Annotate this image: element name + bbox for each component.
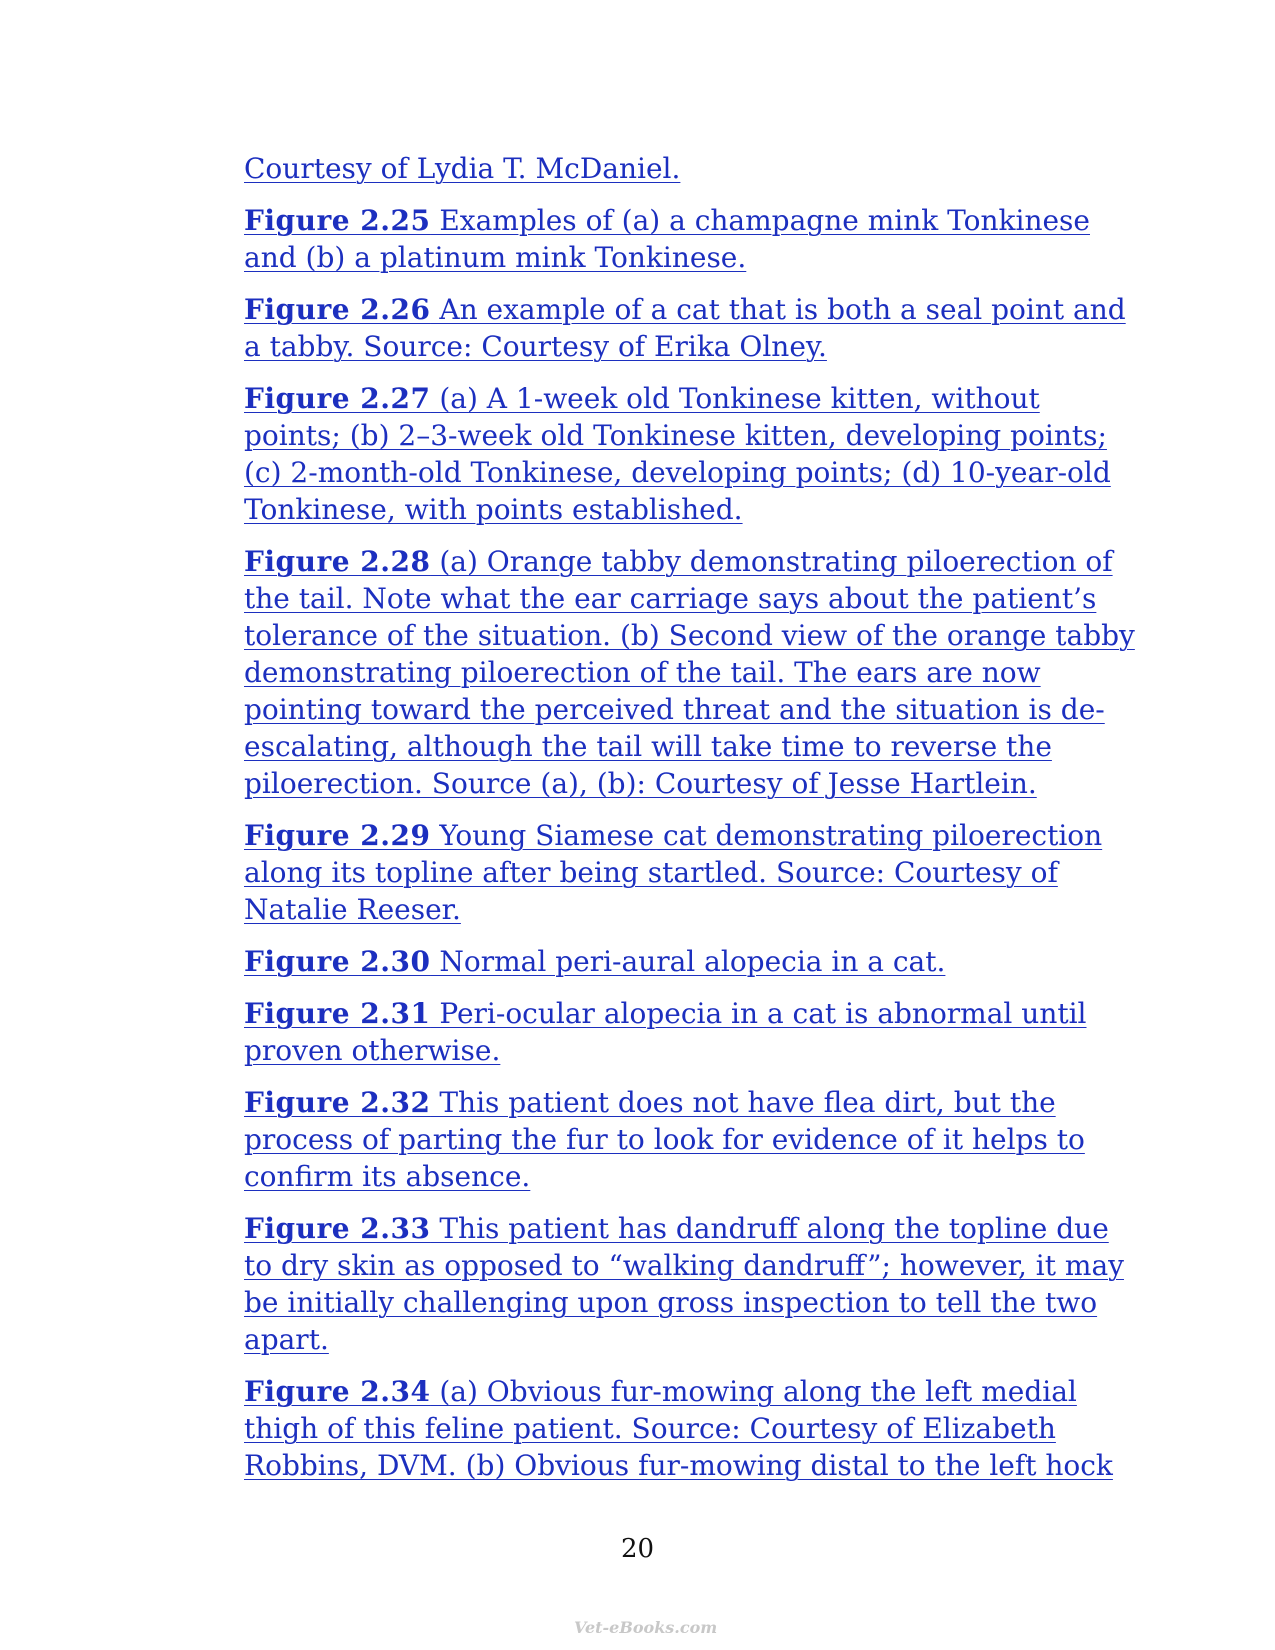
list-item bbox=[244, 150, 1144, 187]
list-item bbox=[244, 291, 1144, 365]
figure-list bbox=[244, 150, 1144, 1499]
figure-label: Figure 2.30 bbox=[244, 945, 431, 978]
list-item bbox=[244, 202, 1144, 276]
list-item bbox=[244, 1084, 1144, 1195]
figure-text: (a) Orange tabby demonstrating piloerection of the tail. Note what the ear carriage says about the patient’s tolerance of the situation. (b) Second view of the orange tabby demonstrating piloerection of the tail. The ears are now pointing toward the perceived threat and the situation is de-escalating, although the tail will take time to reverse the piloerection. Source (a), (b): Courtesy of Jesse Hartlein. bbox=[244, 545, 1135, 800]
figure-label: Figure 2.25 bbox=[244, 204, 431, 237]
figure-link-2-29[interactable] bbox=[244, 819, 1102, 926]
figure-link-2-28[interactable] bbox=[244, 545, 1135, 800]
figure-link-2-26[interactable] bbox=[244, 293, 1126, 363]
figure-text: Young Siamese cat demonstrating piloerection along its topline after being startled. Source: Courtesy of Natalie Reeser. bbox=[244, 819, 1103, 926]
figure-label: Figure 2.31 bbox=[244, 997, 431, 1030]
figure-link-2-30[interactable] bbox=[244, 945, 945, 978]
figure-text: (a) A 1-week old Tonkinese kitten, without points; (b) 2–3-week old Tonkinese kitten, developing points; (c) 2-month-old Tonkinese, developing points; (d) 10-year-old Tonkinese, with points established. bbox=[244, 382, 1111, 526]
list-item bbox=[244, 543, 1144, 802]
figure-label: Figure 2.32 bbox=[244, 1086, 431, 1119]
figure-link-courtesy[interactable] bbox=[244, 152, 680, 185]
figure-label: Figure 2.27 bbox=[244, 382, 431, 415]
figure-link-2-33[interactable] bbox=[244, 1212, 1124, 1356]
page-number: 20 bbox=[620, 1534, 655, 1564]
figure-text: This patient does not have flea dirt, but the process of parting the fur to look for evidence of it helps to confirm its absence. bbox=[244, 1086, 1085, 1193]
figure-text: Normal peri-aural alopecia in a cat. bbox=[430, 945, 946, 978]
figure-text: Courtesy of Lydia T. McDaniel. bbox=[244, 152, 681, 185]
figure-link-2-31[interactable] bbox=[244, 997, 1087, 1067]
list-item bbox=[244, 995, 1144, 1069]
figure-text: This patient has dandruff along the topline due to dry skin as opposed to “walking dandruff”; however, it may be initially challenging upon gross inspection to tell the two apart. bbox=[244, 1212, 1124, 1356]
list-item bbox=[244, 1210, 1144, 1358]
figure-link-2-27[interactable] bbox=[244, 382, 1111, 526]
figure-text: Peri-ocular alopecia in a cat is abnormal until proven otherwise. bbox=[244, 997, 1087, 1067]
figure-label: Figure 2.26 bbox=[244, 293, 431, 326]
list-item bbox=[244, 1373, 1144, 1484]
watermark-text: Vet-eBooks.com bbox=[574, 1618, 718, 1637]
figure-label: Figure 2.33 bbox=[244, 1212, 431, 1245]
list-item bbox=[244, 943, 1144, 980]
figure-text: Examples of (a) a champagne mink Tonkinese and (b) a platinum mink Tonkinese. bbox=[244, 204, 1090, 274]
figure-link-2-34[interactable] bbox=[244, 1375, 1113, 1482]
list-item bbox=[244, 380, 1144, 528]
figure-label: Figure 2.34 bbox=[244, 1375, 431, 1408]
list-item bbox=[244, 817, 1144, 928]
figure-link-2-32[interactable] bbox=[244, 1086, 1085, 1193]
figure-link-2-25[interactable] bbox=[244, 204, 1090, 274]
watermark-logo bbox=[572, 1614, 718, 1640]
figure-label: Figure 2.29 bbox=[244, 819, 431, 852]
figure-label: Figure 2.28 bbox=[244, 545, 431, 578]
figure-text: An example of a cat that is both a seal point and a tabby. Source: Courtesy of Erika Olney. bbox=[244, 293, 1126, 363]
figure-text: (a) Obvious fur-mowing along the left medial thigh of this feline patient. Source: Courtesy of Elizabeth Robbins, DVM. (b) Obvious fur-mowing distal to the left hock bbox=[244, 1375, 1113, 1482]
